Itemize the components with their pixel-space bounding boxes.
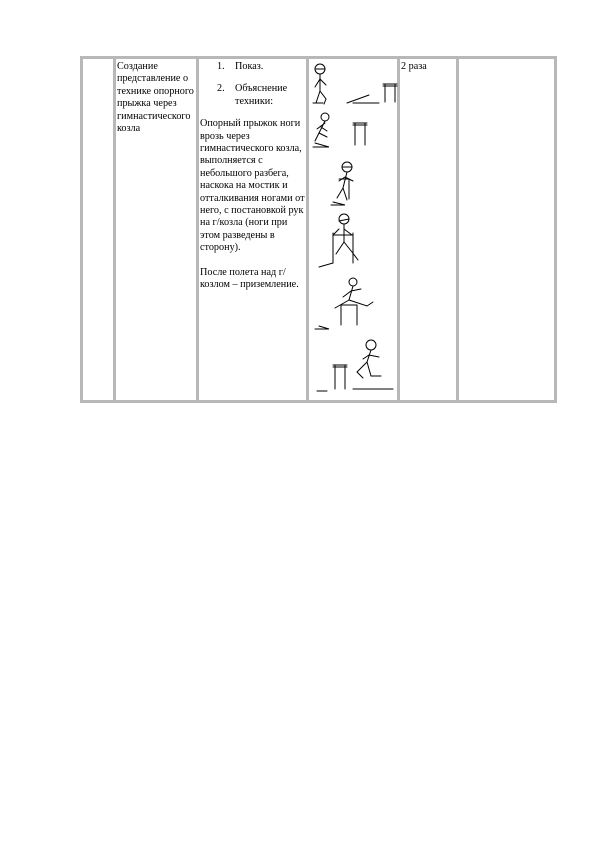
lesson-part-title: Создание представление о технике опорного прыжка через гимнастического козла xyxy=(117,61,194,135)
step-number: 1. xyxy=(217,61,225,72)
step-item xyxy=(200,83,306,108)
step-label: Объяснение техники: xyxy=(235,83,288,107)
landing-figure-icon xyxy=(317,340,393,391)
run-up-figure-icon xyxy=(313,64,326,104)
step-item xyxy=(200,61,306,73)
steps-list xyxy=(200,61,306,108)
notes-cell xyxy=(460,61,552,81)
table-divider-5 xyxy=(456,56,459,403)
table-divider-1 xyxy=(113,56,116,403)
technique-description: Опорный прыжок ноги врозь через гимнастического козла, выполняется с небольшого разбега, наскока на мостик и отталкивания ногами от него, с постановкой рук на г/козла (ноги при этом разведены в сторону). xyxy=(200,118,305,254)
table-border-right xyxy=(554,56,557,403)
springboard-takeoff-figure-icon xyxy=(313,113,367,147)
table-border-left xyxy=(80,56,83,403)
horse-icon xyxy=(347,84,397,103)
table-border-bottom xyxy=(80,400,557,403)
dosage-cell: 2 раза xyxy=(401,61,427,72)
content-cell xyxy=(200,61,306,292)
landing-description: После полета над г/козлом – приземление. xyxy=(200,266,299,291)
hand-support-figure-icon xyxy=(319,214,358,267)
step-number: 2. xyxy=(217,83,225,95)
approach-figure-icon xyxy=(331,162,353,205)
step-label: Показ. xyxy=(235,61,264,72)
flight-figure-icon xyxy=(315,278,373,329)
vault-sequence-icon xyxy=(309,59,399,399)
